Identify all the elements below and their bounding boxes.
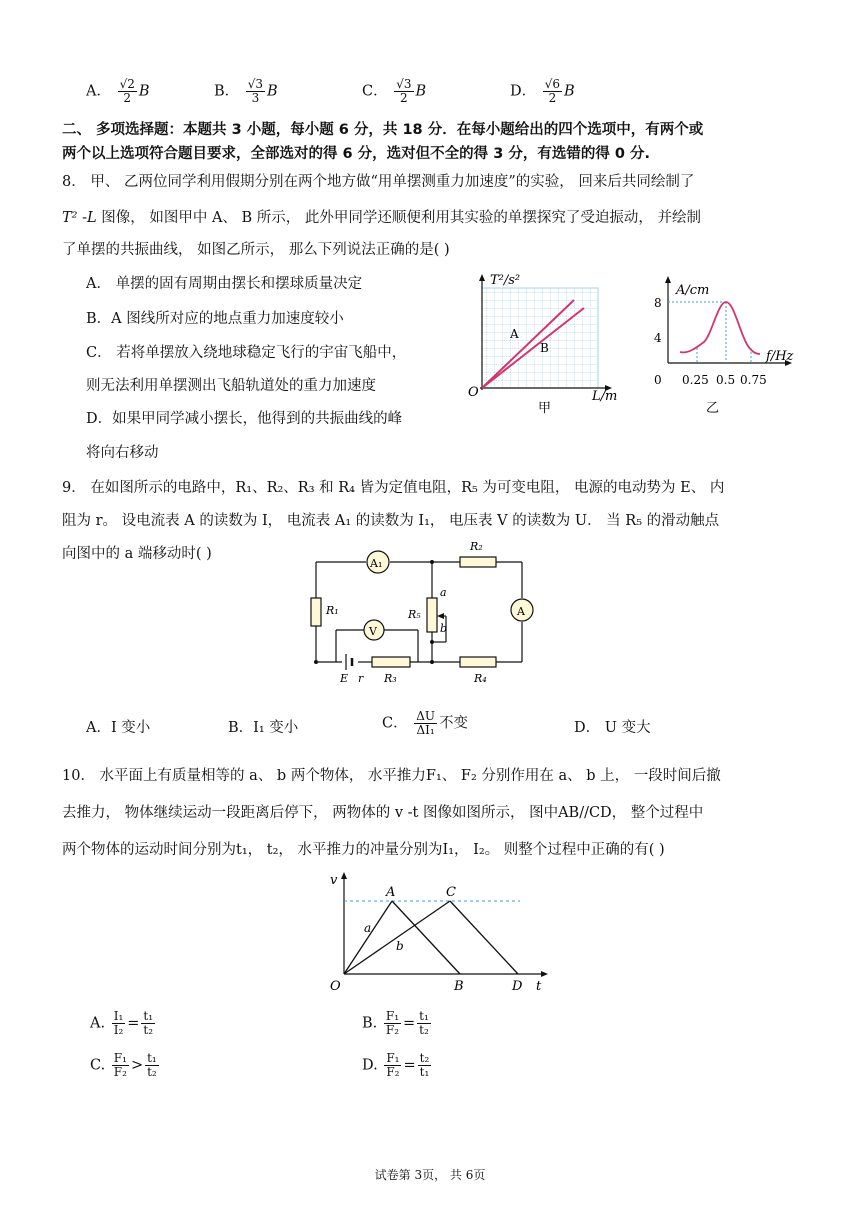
q10-option-a: A. $\frac{\text{I₁}}{\text{I₂}}$ = $\frac{\text{t₁}}{\text{t₂}}$ (90, 1009, 154, 1037)
line-b-label: b (396, 939, 404, 953)
q8-stem-line2: T² -L 图像， 如图甲中 A、 B 所示， 此外甲同学还顺便利用其实验的单摆探究了受迫振动， 并绘制 (62, 210, 702, 226)
q9-option-d: D． U 变大 (574, 720, 651, 736)
y-arrow-icon (479, 274, 485, 281)
yi-xlabel: f/Hz (766, 349, 794, 364)
yi-xtick-05: 0.5 (716, 373, 736, 387)
yi-ylabel: A/cm (676, 283, 710, 298)
jia-caption: 甲 (538, 401, 552, 416)
yi-xtick-025: 0.25 (682, 373, 709, 387)
line-oc (344, 901, 450, 974)
line-ab (392, 901, 460, 974)
t-arrow-icon (541, 971, 548, 977)
jia-ylabel: T²/s² (490, 273, 521, 288)
line-cd (450, 901, 518, 974)
q7-a-den: 2 (123, 91, 132, 105)
end-a-label: a (440, 586, 447, 599)
resonance-curve (680, 302, 760, 354)
q8-figure-yi (648, 268, 808, 418)
node-dot (314, 660, 318, 664)
resistor-r3 (372, 657, 410, 667)
node-dot (430, 640, 434, 644)
v-arrow-icon (341, 872, 347, 879)
section2-line2: 两个以上选项符合题目要求，全部选对的得 6 分，选对但不全的得 3 分，有选错的得 0 分. (62, 146, 651, 162)
jia-xlabel: L/m (592, 389, 618, 404)
y-arrow-icon (665, 276, 671, 283)
t-label: t (536, 979, 542, 994)
q10-stem-line3: 两个物体的运动时间分别为t₁， t₂， 水平推力的冲量分别为I₁， I₂。 则整个过程中正确的有( ) (62, 842, 665, 858)
q7-option-d: D． $\frac{√6}{2}$ B (510, 77, 575, 105)
q8-option-d: D．如果甲同学减小摆长，他得到的共振曲线的峰 (86, 411, 403, 427)
resistor-r1 (311, 598, 321, 626)
q8-stem-line3: 了单摆的共振曲线， 如图乙所示， 那么下列说法正确的是( ) (62, 242, 450, 258)
q8-option-d-cont: 将向右移动 (86, 445, 159, 461)
q8-stem-line1: 8． 甲、 乙两位同学利用假期分别在两个地方做“用单摆测重力加速度”的实验， 回来后共同绘制了 (62, 174, 695, 190)
q9-option-c: C． $\frac{\Delta U}{\text{ΔI₁}}$ 不变 (382, 709, 468, 737)
r4-label: R₄ (474, 672, 487, 685)
q7-option-a: A． $\frac{√2}{2}$ B (86, 77, 150, 105)
a-label: A (517, 605, 525, 618)
jia-label-a: A (510, 327, 519, 341)
point-d-label: D (512, 979, 523, 994)
yi-origin: 0 (654, 373, 662, 387)
point-b-label: B (454, 979, 464, 994)
yi-ytick-4: 4 (654, 331, 662, 345)
page-footer: 试卷第 3页， 共 6页 (374, 1168, 486, 1182)
r-internal-label: r (358, 672, 364, 685)
resistor-r2 (460, 557, 496, 567)
q8-option-b: B．A 图线所对应的地点重力加速度较小 (86, 311, 344, 327)
v-label: V (369, 625, 377, 638)
grid-area (482, 288, 598, 388)
jia-label-b: B (540, 341, 549, 355)
end-b-label: b (440, 622, 448, 635)
q10-option-b: B. $\frac{\text{F₁}}{\text{F₂}}$ = $\frac{\text{t₁}}{\text{t₂}}$ (362, 1009, 429, 1037)
q9-stem-line2: 阻为 r。 设电流表 A 的读数为 I， 电流表 A₁ 的读数为 I₁， 电压表 V 的读数为 U． 当 R₅ 的滑动触点 (62, 513, 720, 529)
point-a-label: A (386, 885, 396, 900)
q8-option-a: A． 单摆的固有周期由摆长和摆球质量决定 (86, 276, 363, 292)
line-a-label: a (364, 921, 372, 935)
r3-label: R₃ (384, 672, 397, 685)
yi-ytick-8: 8 (654, 296, 662, 310)
q9-stem-line3: 向图中的 a 端移动时( ) (62, 546, 212, 562)
q8-figure-jia (462, 268, 622, 418)
q9-option-b: B．I₁ 变小 (228, 720, 299, 736)
q7-a-num: √2 (119, 77, 135, 91)
q9-circuit-diagram (300, 540, 550, 690)
origin-label: O (330, 979, 341, 994)
q10-stem-line1: 10． 水平面上有质量相等的 a、 b 两个物体， 水平推力F₁、 F₂ 分别作用在 a、 b 上， 一段时间后撤 (62, 768, 721, 784)
slider-arrow-icon (437, 613, 444, 619)
section2-line1: 二、 多项选择题：本题共 3 小题，每小题 6 分，共 18 分．在每小题给出的四个选项中，有两个或 (62, 122, 704, 138)
point-c-label: C (446, 885, 456, 900)
q10-stem-line2: 去推力， 物体继续运动一段距离后停下， 两物体的 v -t 图像如图所示， 图中AB//CD， 整个过程中 (62, 805, 704, 821)
yi-xtick-075: 0.75 (740, 373, 767, 387)
q10-option-d: D. $\frac{\text{F₁}}{\text{F₂}}$ = $\frac{\text{t₂}}{\text{t₁}}$ (362, 1051, 430, 1079)
r2-label: R₂ (470, 540, 483, 553)
q8-option-c-cont: 则无法利用单摆测出飞船轨道处的重力加速度 (86, 378, 376, 394)
line-oa (344, 901, 392, 974)
node-dot (430, 560, 434, 564)
r1-label: R₁ (326, 604, 339, 617)
a1-label: A₁ (370, 557, 383, 570)
emf-label: E (340, 672, 349, 685)
yi-caption: 乙 (706, 401, 720, 416)
q9-stem-line1: 9． 在如图所示的电路中，R₁、R₂、R₃ 和 R₄ 皆为定值电阻，R₅ 为可变电阻， 电源的电动势为 E、 内 (62, 480, 725, 496)
q10-option-c: C. $\frac{\text{F₁}}{\text{F₂}}$ > $\frac{\text{t₁}}{\text{t₂}}$ (90, 1051, 157, 1079)
v-label: v (330, 873, 338, 888)
r5-label: R₅ (408, 608, 421, 621)
q7-option-b: B． $\frac{√3}{3}$ B (214, 77, 278, 105)
q10-vt-graph (320, 866, 552, 998)
rheostat-r5 (427, 598, 437, 632)
resistor-r4 (460, 657, 496, 667)
q8-option-c: C． 若将单摆放入绕地球稳定飞行的宇宙飞船中， (86, 345, 407, 361)
node-dot (430, 660, 434, 664)
q9-option-a: A．I 变小 (86, 720, 151, 736)
jia-origin: O (468, 385, 479, 400)
q7-option-c: C． $\frac{√3}{2}$ B (362, 77, 427, 105)
